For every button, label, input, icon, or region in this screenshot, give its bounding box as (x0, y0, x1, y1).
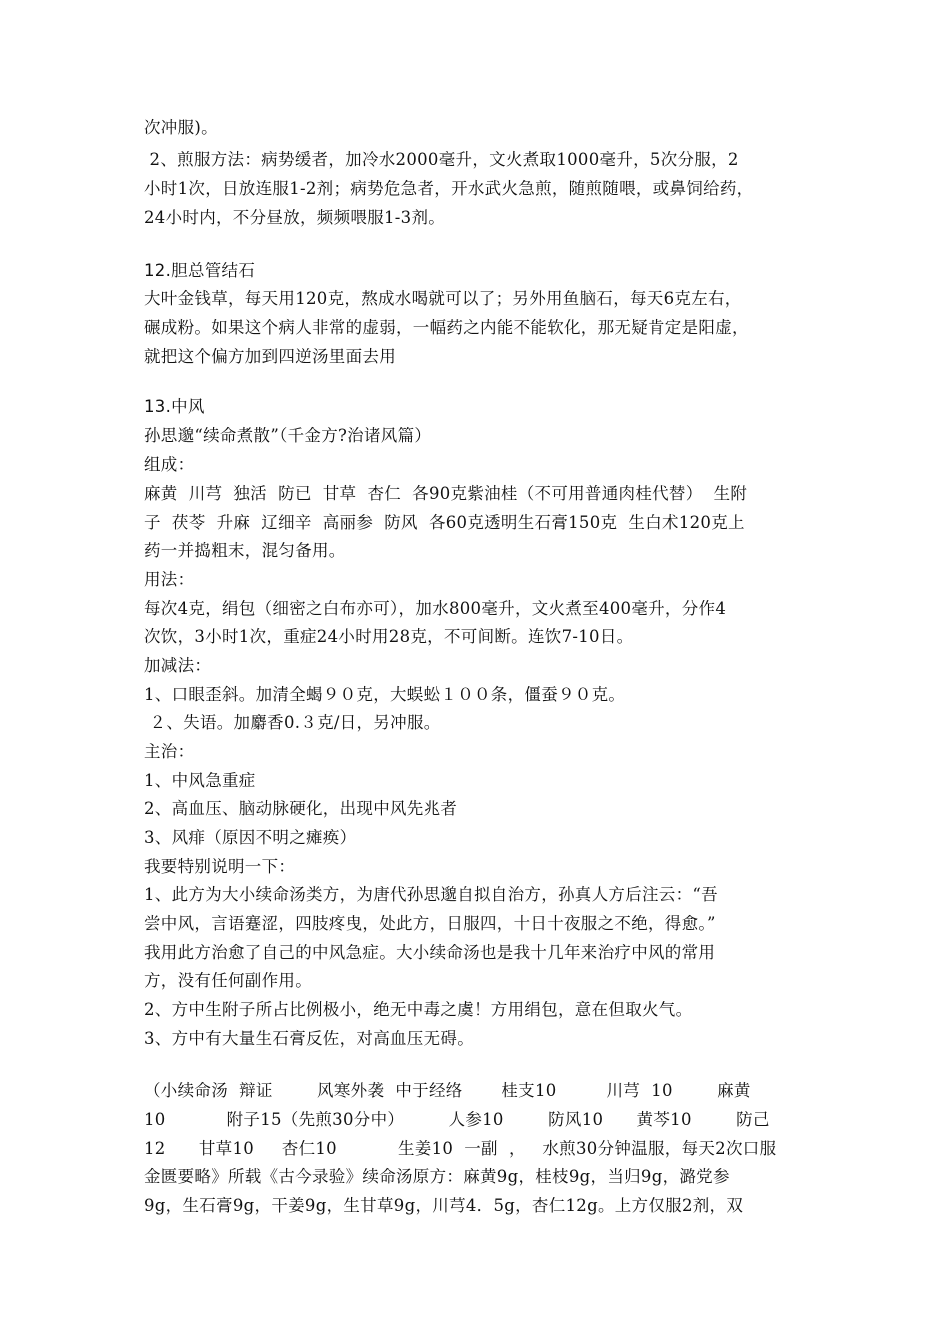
text-line: 金匮要略》所载《古今录验》续命汤原方：麻黄9g，桂枝9g，当归9g，潞党参 (144, 1167, 730, 1186)
text-line: 9g，生石膏9g，干姜9g，生甘草9g，川芎4．5g，杏仁12g。上方仅服2剂，双 (144, 1196, 744, 1215)
text-line: 主治： (144, 742, 195, 761)
section-heading: 12.胆总管结石 (144, 261, 256, 280)
text-line: 2、方中生附子所占比例极小，绝无中毒之虞！方用绢包，意在但取火气。 (144, 1000, 693, 1019)
text-line: 1、此方为大小续命汤类方，为唐代孙思邈自拟自治方，孙真人方后注云：“吾 (144, 885, 718, 904)
text-line: 小时1次，日放连服1-2剂；病势危急者，开水武火急煎，随煎随喂，或鼻饲给药， (144, 179, 754, 198)
text-line: 2、高血压、脑动脉硬化，出现中风先兆者 (144, 799, 458, 818)
text-line: ２、失语。加麝香0.３克/日，另冲服。 (144, 713, 441, 732)
text-line: 麻黄 川芎 独活 防已 甘草 杏仁 各90克紫油桂（不可用普通肉桂代替） 生附 (144, 484, 748, 503)
text-line: 组成： (144, 455, 195, 474)
text-line: 孙思邈“续命煮散”（千金方?治诸风篇） (144, 426, 432, 445)
text-line: 大叶金钱草，每天用120克，熬成水喝就可以了；另外用鱼脑石，每天6克左右， (144, 289, 742, 308)
text-line: 用法： (144, 570, 195, 589)
text-line: 药一并捣粗末，混匀备用。 (144, 541, 346, 560)
text-line: 1、口眼歪斜。加清全蝎９０克，大蜈蚣１００条，僵蚕９０克。 (144, 685, 626, 704)
text-line: 碾成粉。如果这个病人非常的虚弱，一幅药之内能不能软化，那无疑肯定是阳虚， (144, 318, 749, 337)
text-line: 方，没有任何副作用。 (144, 971, 312, 990)
text-line: 尝中风，言语蹇涩，四肢疼曳，处此方，日服四，十日十夜服之不绝，得愈。” (144, 914, 716, 933)
section-heading: 13.中风 (144, 397, 205, 416)
text-line: 24小时内，不分昼放，频频喂服1-3剂。 (144, 208, 446, 227)
text-line: 次冲服)。 (144, 118, 218, 137)
text-line: 次饮，3小时1次，重症24小时用28克，不可间断。连饮7-10日。 (144, 627, 634, 646)
text-line: 3、方中有大量生石膏反佐，对高血压无碍。 (144, 1029, 474, 1048)
text-line: 每次4克，绢包（细密之白布亦可），加水800毫升，文火煮至400毫升，分作4 (144, 599, 727, 618)
text-line: 就把这个偏方加到四逆汤里面去用 (144, 347, 396, 366)
text-line: 我用此方治愈了自己的中风急症。大小续命汤也是我十几年来治疗中风的常用 (144, 943, 716, 962)
text-line: 2、煎服方法：病势缓者，加冷水2000毫升，文火煮取1000毫升，5次分服，2 (144, 150, 739, 169)
text-line: 3、风痱（原因不明之瘫痪） (144, 828, 357, 847)
text-line: 加减法： (144, 656, 212, 675)
text-line: 12 甘草10 杏仁10 生姜10 一副 ， 水煎30分钟温服，每天2次口服 (144, 1139, 777, 1158)
text-line: （小续命汤 辩证 风寒外袭 中于经络 桂支10 川芎 10 麻黄 (144, 1081, 751, 1100)
text-line: 子 茯苓 升麻 辽细辛 高丽参 防风 各60克透明生石膏150克 生白术120克上 (144, 513, 745, 532)
text-line: 10 附子15（先煎30分中） 人参10 防风10 黄芩10 防己 (144, 1110, 770, 1129)
text-line: 我要特别说明一下： (144, 857, 296, 876)
text-line: 1、中风急重症 (144, 771, 256, 790)
